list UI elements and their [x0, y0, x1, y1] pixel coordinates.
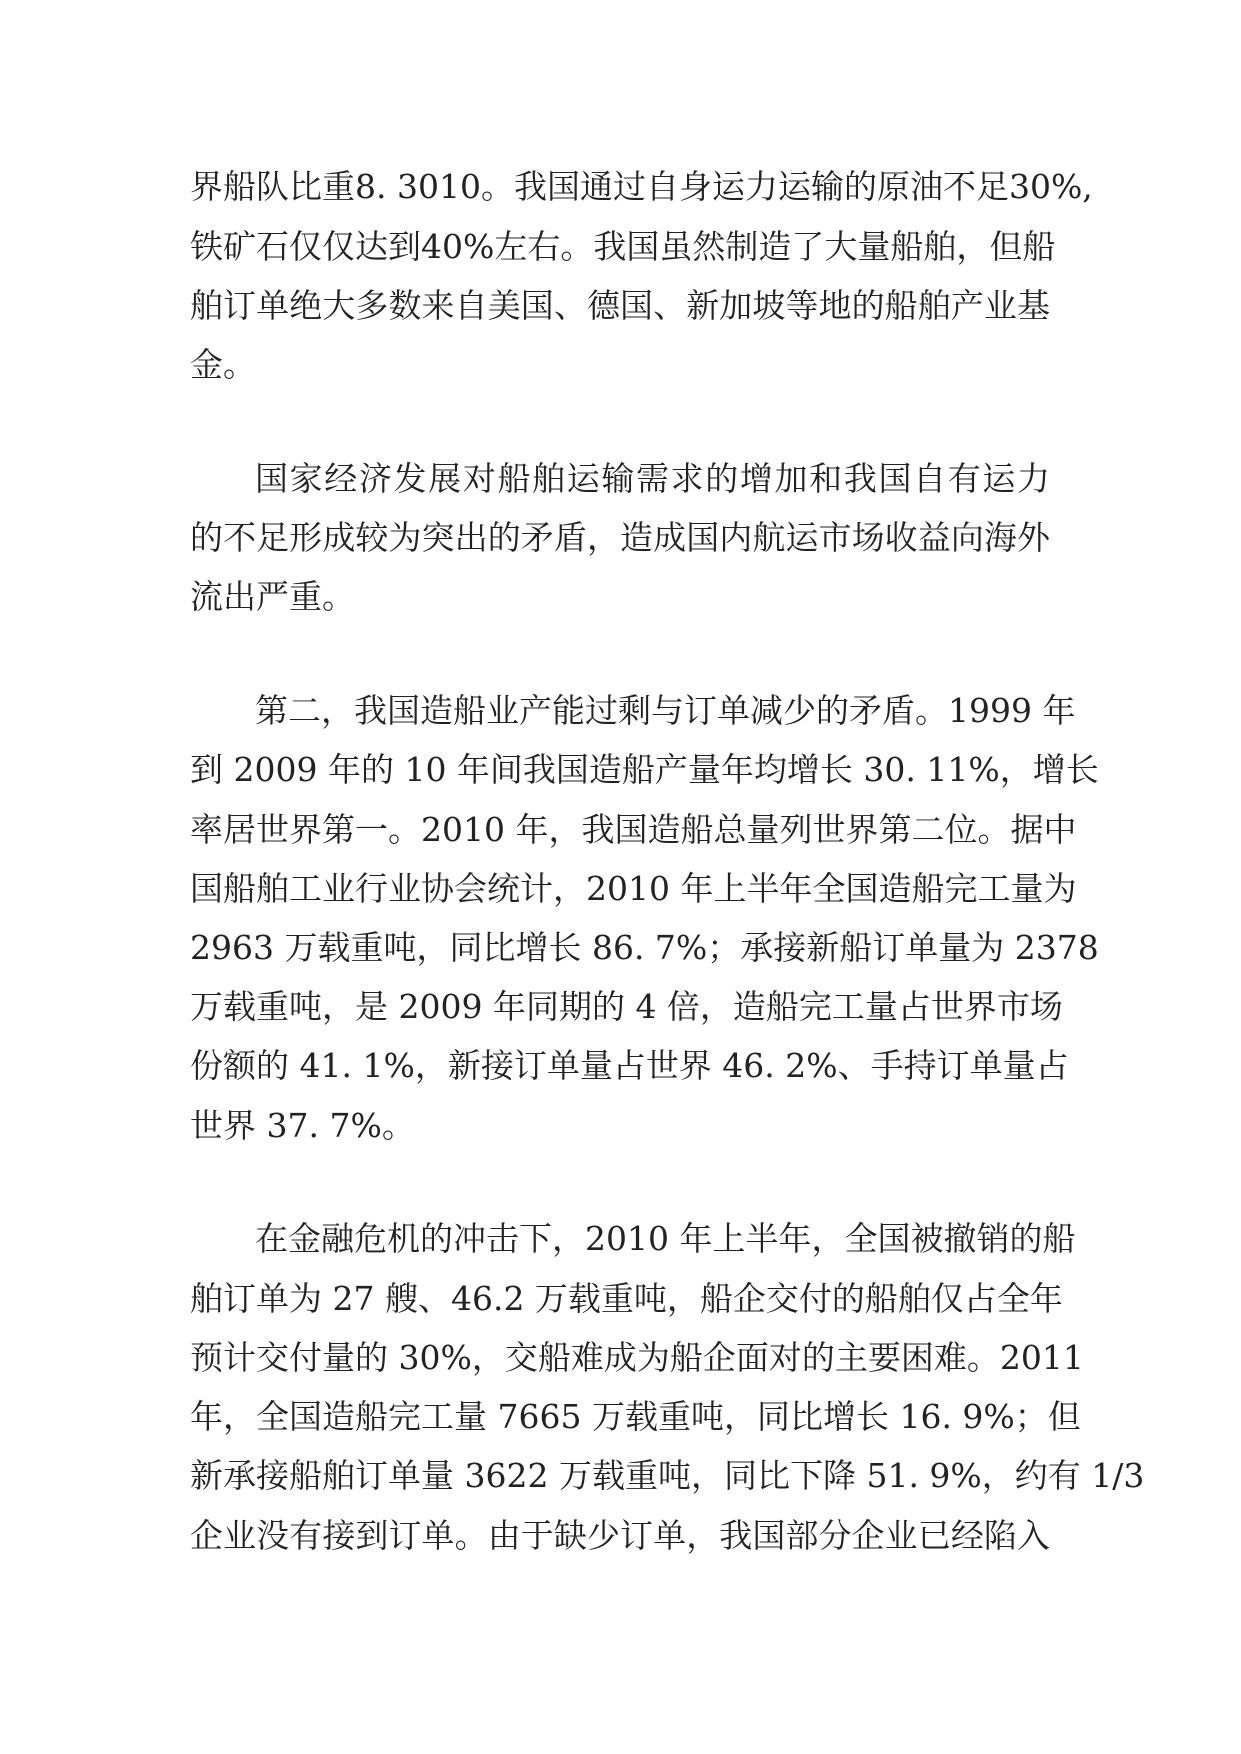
text-line: 的不足形成较为突出的矛盾，造成国内航运市场收益向海外 — [190, 518, 1050, 557]
text-line: 份额的 41. 1%，新接订单量占世界 46. 2%、手持订单量占 — [190, 1046, 1069, 1085]
text-line: 国船舶工业行业协会统计，2010 年上半年全国造船完工量为 — [190, 869, 1077, 908]
text-line: 预计交付量的 30%，交船难成为船企面对的主要困难。2011 — [190, 1338, 1084, 1377]
text-line: 企业没有接到订单。由于缺少订单，我国部分企业已经陷入 — [190, 1516, 1050, 1555]
text-line: 国家经济发展对船舶运输需求的增加和我国自有运力 — [255, 459, 1050, 498]
text-line: 舶订单绝大多数来自美国、德国、新加坡等地的船舶产业基 — [190, 286, 1050, 325]
text-line: 2963 万载重吨，同比增长 86. 7%；承接新船订单量为 2378 — [190, 928, 1099, 967]
text-line: 新承接船舶订单量 3622 万载重吨，同比下降 51. 9%，约有 1/3 — [190, 1456, 1145, 1495]
text-line: 流出严重。 — [190, 577, 355, 616]
text-line: 率居世界第一。2010 年，我国造船总量列世界第二位。据中 — [190, 810, 1077, 849]
text-line: 到 2009 年的 10 年间我国造船产量年均增长 30. 11%，增长 — [190, 750, 1099, 789]
text-line: 万载重吨，是 2009 年同期的 4 倍，造船完工量占世界市场 — [190, 987, 1063, 1026]
text-line: 在金融危机的冲击下，2010 年上半年，全国被撤销的船 — [255, 1219, 1076, 1258]
text-line: 界船队比重8. 3010。我国通过自身运力运输的原油不足30%, — [190, 167, 1093, 206]
text-line: 年，全国造船完工量 7665 万载重吨，同比增长 16. 9%；但 — [190, 1397, 1081, 1436]
text-line: 舶订单为 27 艘、46.2 万载重吨，船企交付的船舶仅占全年 — [190, 1279, 1063, 1318]
text-line: 第二，我国造船业产能过剩与订单减少的矛盾。1999 年 — [255, 691, 1076, 730]
text-line: 世界 37. 7%。 — [190, 1106, 415, 1145]
text-line: 铁矿石仅仅达到40%左右。我国虽然制造了大量船舶，但船 — [190, 227, 1056, 266]
text-line: 金。 — [190, 345, 256, 384]
